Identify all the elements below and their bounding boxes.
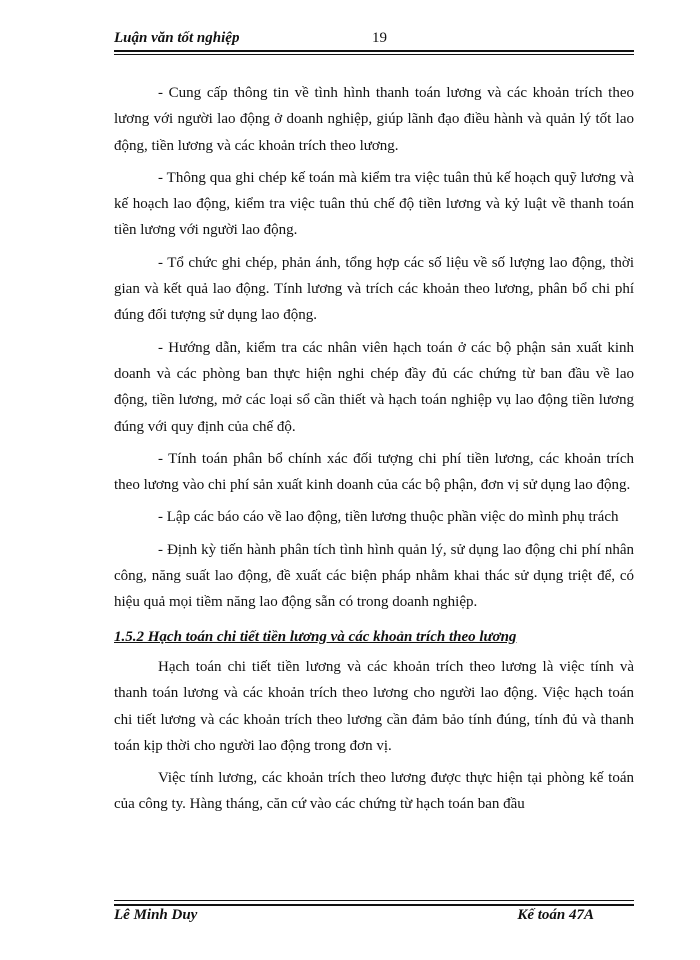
- document-body: [114, 80, 634, 824]
- page-header: [114, 30, 634, 52]
- header-rule: [114, 50, 634, 52]
- page-number: 19: [372, 30, 387, 46]
- paragraph: Việc tính lương, các khoản trích theo lương được thực hiện tại phòng kế toán của công ty. Hàng tháng, căn cứ vào các chứng từ hạch toán ban đầu: [114, 770, 634, 813]
- footer-author: Lê Minh Duy: [114, 907, 198, 923]
- section-heading: 1.5.2 Hạch toán chi tiết tiền lương và các khoản trích theo lương: [114, 628, 517, 645]
- paragraph: - Hướng dẫn, kiểm tra các nhân viên hạch toán ở các bộ phận sản xuất kinh doanh và các phòng ban thực hiện nghi chép đầy đủ các chứng từ ban đầu về lao động, tiền lương, mở các loại sổ cần thiết và hạch toán nghiệp vụ lao động tiền lương đúng với quy định của chế độ.: [114, 339, 634, 435]
- paragraph: - Định kỳ tiến hành phân tích tình hình quản lý, sử dụng lao động chi phí nhân công, năng suất lao động, đề xuất các biện pháp nhằm khai thác sử dụng triệt để, có hiệu quả mọi tiềm năng lao động sẵn có trong doanh nghiệp.: [114, 541, 634, 611]
- paragraph: - Tính toán phân bổ chính xác đối tượng chi phí tiền lương, các khoản trích theo lương vào chi phí sản xuất kinh doanh của các bộ phận, đơn vị sử dụng lao động.: [114, 450, 634, 494]
- paragraph: - Lập các báo cáo về lao động, tiền lương thuộc phần việc do mình phụ trách: [158, 509, 619, 526]
- page-footer: [114, 907, 634, 929]
- header-title: Luận văn tốt nghiệp: [114, 30, 240, 46]
- footer-rule-thin: [114, 900, 634, 901]
- paragraph: - Tổ chức ghi chép, phản ánh, tổng hợp các số liệu về số lượng lao động, thời gian và kết quả lao động. Tính lương và trích các khoản theo lương, phân bổ chi phí đúng đối tượng sử dụng lao động.: [114, 254, 634, 324]
- footer-rule: [114, 904, 634, 906]
- paragraph: Hạch toán chi tiết tiền lương và các khoản trích theo lương là việc tính và thanh toán lương và các khoản trích theo lương cho người lao động. Việc hạch toán chi tiết lương và các khoản trích theo lương cần đảm bảo tính đúng, tính đủ và thanh toán kịp thời cho người lao động trong đơn vị.: [114, 658, 634, 754]
- footer-class: Kế toán 47A: [517, 907, 594, 923]
- paragraph: - Cung cấp thông tin về tình hình thanh toán lương và các khoản trích theo lương với người lao động ở doanh nghiệp, giúp lãnh đạo điều hành và quản lý tốt lao động, tiền lương và các khoản trích theo lương.: [114, 85, 634, 154]
- paragraph: - Thông qua ghi chép kế toán mà kiểm tra việc tuân thủ kế hoạch quỹ lương và kế hoạch lao động, kiểm tra việc tuân thủ chế độ tiền lương và kỷ luật về thanh toán tiền lương với người lao động.: [114, 169, 634, 239]
- header-rule-thin: [114, 54, 634, 55]
